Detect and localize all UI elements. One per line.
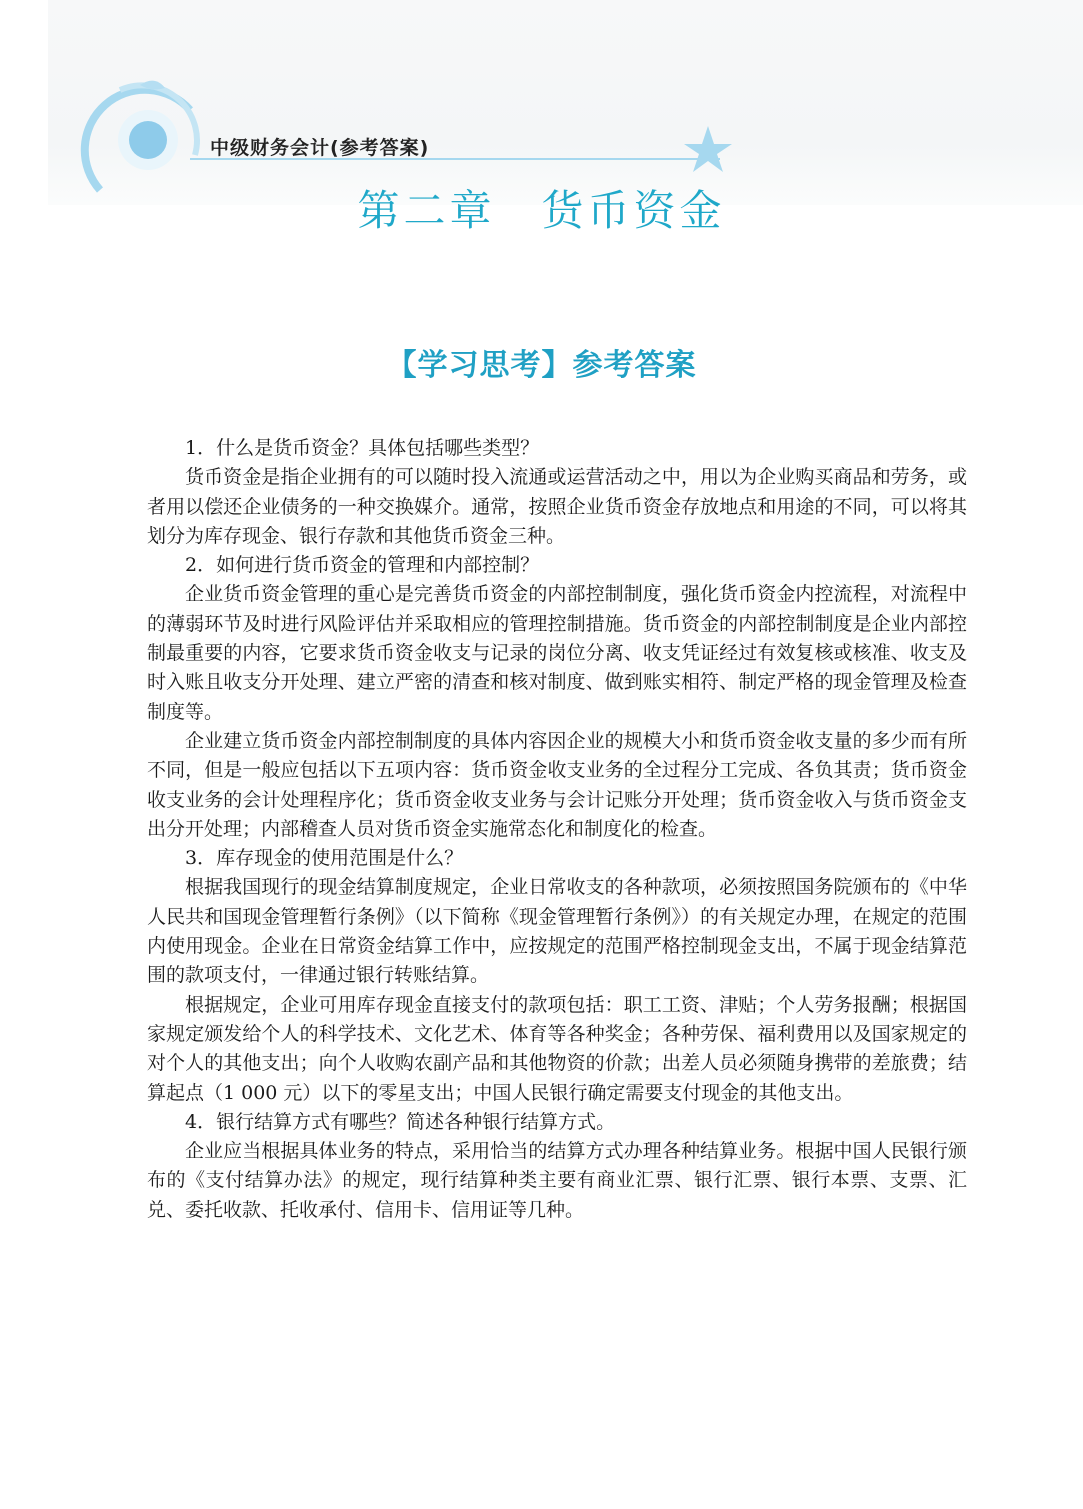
circle-decoration [129,121,167,159]
section-title: 【学习思考】参考答案 [386,348,697,383]
body-text [147,434,967,1225]
chapter-title: 第二章 货币资金 [357,186,726,235]
answer-3-part-2: 根据规定，企业可用库存现金直接支付的款项包括：职工工资、津贴；个人劳务报酬；根据国家规定颁发给个人的科学技术、文化艺术、体育等各种奖金；各种劳保、福利费用以及国家规定的对个人的其他支出；向个人收购农副产品和其他物资的价款；出差人员必须随身携带的差旅费；结算起点（1 000 元）以下的零星支出；中国人民银行确定需要支付现金的其他支出。 [147,993,967,1104]
star-icon [684,126,732,172]
question-3: 3．库存现金的使用范围是什么？ [185,847,464,870]
answer-4: 企业应当根据具体业务的特点，采用恰当的结算方式办理各种结算业务。根据中国人民银行颁布的《支付结算办法》的规定，现行结算种类主要有商业汇票、银行汇票、银行本票、支票、汇兑、委托收款、托收承付、信用卡、信用证等几种。 [147,1140,967,1221]
answer-2-part-2: 企业建立货币资金内部控制制度的具体内容因企业的规模大小和货币资金收支量的多少而有所不同，但是一般应包括以下五项内容：货币资金收支业务的全过程分工完成、各负其责；货币资金收支业务的会计处理程序化；货币资金收支业务与会计记账分开处理；货币资金收入与货币资金支出分开处理；内部稽查人员对货币资金实施常态化和制度化的检查。 [147,729,967,840]
answer-1: 货币资金是指企业拥有的可以随时投入流通或运营活动之中，用以为企业购买商品和劳务，或者用以偿还企业债务的一种交换媒介。通常，按照企业货币资金存放地点和用途的不同，可以将其划分为库存现金、银行存款和其他货币资金三种。 [147,466,967,547]
question-2: 2．如何进行货币资金的管理和内部控制？ [185,554,540,577]
answer-2-part-1: 企业货币资金管理的重心是完善货币资金的内部控制制度，强化货币资金内控流程，对流程中的薄弱环节及时进行风险评估并采取相应的管理控制措施。货币资金的内部控制制度是企业内部控制最重要的内容，它要求货币资金收支与记录的岗位分离、收支凭证经过有效复核或核准、收支及时入账且收支分开处理、建立严密的清查和核对制度、做到账实相符、制定严格的现金管理及检查制度等。 [147,583,967,723]
book-title: 中级财务会计(参考答案) [210,137,430,159]
question-1: 1．什么是货币资金？具体包括哪些类型？ [185,437,540,459]
answer-3-part-1: 根据我国现行的现金结算制度规定，企业日常收支的各种款项，必须按照国务院颁布的《中华人民共和国现金管理暂行条例》（以下简称《现金管理暂行条例》）的有关规定办理，在规定的范围内使用现金。企业在日常资金结算工作中，应按规定的范围严格控制现金支出，不属于现金结算范围的款项支付，一律通过银行转账结算。 [147,876,967,987]
question-4: 4．银行结算方式有哪些？简述各种银行结算方式。 [185,1110,616,1133]
